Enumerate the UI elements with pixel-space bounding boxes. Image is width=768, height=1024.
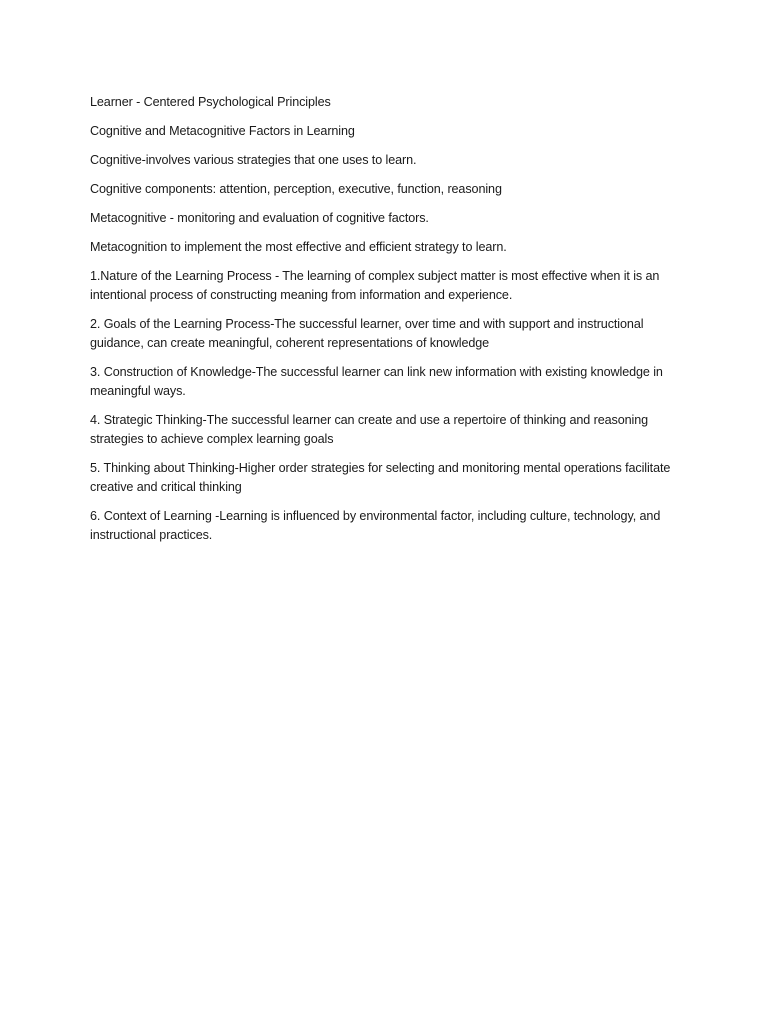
principle-2: 2. Goals of the Learning Process-The successful learner, over time and with support and instructional guidance, can create meaningful, coherent representations of knowledge [90,317,644,350]
paragraph-metacognitive-definition: Metacognitive - monitoring and evaluation of cognitive factors. [90,211,429,225]
paragraph-metacognition-purpose: Metacognition to implement the most effective and efficient strategy to learn. [90,240,507,254]
document-body [90,93,678,555]
section-heading: Cognitive and Metacognitive Factors in Learning [90,124,355,138]
document-title: Learner - Centered Psychological Principles [90,95,331,109]
principle-5: 5. Thinking about Thinking-Higher order strategies for selecting and monitoring mental operations facilitate creative and critical thinking [90,461,671,494]
paragraph-cognitive-components: Cognitive components: attention, perception, executive, function, reasoning [90,182,502,196]
principle-6: 6. Context of Learning -Learning is influenced by environmental factor, including culture, technology, and instructional practices. [90,509,661,542]
principle-4: 4. Strategic Thinking-The successful learner can create and use a repertoire of thinking and reasoning strategies to achieve complex learning goals [90,413,649,446]
principle-1: 1.Nature of the Learning Process - The learning of complex subject matter is most effective when it is an intentional process of constructing meaning from information and experience. [90,269,660,302]
paragraph-cognitive-definition: Cognitive-involves various strategies that one uses to learn. [90,153,417,167]
principle-3: 3. Construction of Knowledge-The successful learner can link new information with existing knowledge in meaningful ways. [90,365,663,398]
